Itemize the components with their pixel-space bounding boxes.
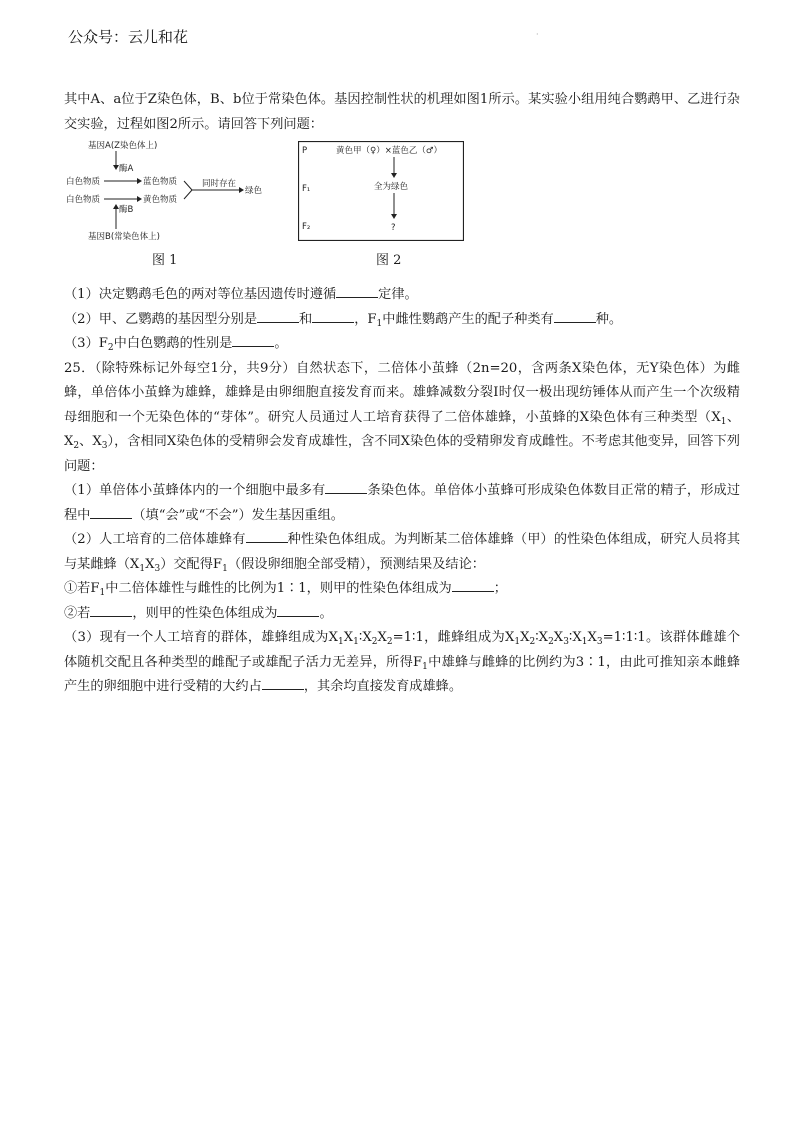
document-body [64, 88, 740, 700]
fig1-white-1: 白色物质 [66, 177, 101, 187]
fig2-question: ? [391, 223, 396, 233]
fig1-green: 绿色 [245, 186, 263, 196]
q24-part2: （2）甲、乙鹦鹉的基因型分别是 和 ，$F_1$中雌性鹦鹉产生的配子种类有 种。 [64, 311, 623, 329]
answer-blank[interactable] [90, 604, 132, 617]
figure-1-caption: 图 1 [152, 253, 178, 268]
q25-case1: ①若$F_1$中二倍体雄性与雌性的比例为1∶1，则甲的性染色体组成为 ； [64, 581, 507, 598]
q25-part3: （3）现有一个人工培育的群体，雄蜂组成为$X_1X_1∶X_2X_2=1∶1$，雌蜂组成为$X_1X_2∶X_2X_3∶X_1X_3=1∶1∶1$。该群体雌雄个体随机交配且各种类型的雌配子或雄配子活力无差异，所得$F_1$中雄蜂与雌蜂的比例约为3∶1，由此可推知亲本雌蜂产生的卵细胞中进行受精的大约占 ，其余均直接发育成雄蜂。 [64, 630, 741, 694]
answer-blank[interactable] [277, 604, 319, 617]
answer-blank[interactable] [452, 579, 494, 592]
fig1-enzyme-b: 酶B [119, 205, 134, 215]
q25-part2: （2）人工培育的二倍体雄蜂有 种性染色体组成。为判断某二倍体雄蜂（甲）的性染色体组成，研究人员将其与某雌蜂$(X_1X_3)$交配得$F_1$（假设卵细胞全部受精），预测结果及结论： [64, 532, 741, 574]
answer-blank[interactable] [554, 310, 596, 323]
figures-row [64, 139, 740, 283]
q25-part1: （1）单倍体小茧蜂体内的一个细胞中最多有 条染色体。单倍体小茧蜂可形成染色体数目正常的精子，形成过程中 （填“会”或“不会”）发生基因重组。 [64, 483, 741, 523]
decorative-dot: · [536, 30, 539, 39]
intro-paragraph: 其中A、a位于Z染色体，B、b位于常染色体。基因控制性状的机理如图1所示。某实验小组用纯合鹦鹉甲、乙进行杂交实验，过程如图2所示。请回答下列问题： [64, 92, 740, 132]
fig2-cross: 黄色甲（♀）×蓝色乙（♂） [336, 146, 442, 156]
fig2-f2-label: F₂ [302, 222, 311, 232]
fig1-coexist: 同时存在 [202, 179, 237, 189]
fig1-enzyme-a: 酶A [119, 164, 134, 174]
fig1-yellow: 黄色物质 [143, 195, 178, 205]
figure-2-caption: 图 2 [376, 253, 402, 268]
q25-stem: 25．（除特殊标记外每空1分，共9分）自然状态下，二倍体小茧蜂（2n=20，含两条X染色体，无Y染色体）为雌蜂，单倍体小茧蜂为雄蜂，雄蜂是由卵细胞直接发育而来。雄蜂减数分裂Ⅰ时仅一极出现纺锤体从而产生一个次级精母细胞和一个无染色体的“芽体”。研究人员通过人工培育获得了二倍体雄蜂，小茧蜂的X染色体有三种类型（$X_1$、$X_2$、$X_3$），含相同X染色体的受精卵会发育成雄性，含不同X染色体的受精卵发育成雌性。不考虑其他变异，回答下列问题： [64, 360, 741, 474]
figure-2-diagram [298, 141, 464, 241]
q24-part1: （1）决定鹦鹉毛色的两对等位基因遗传时遵循 定律。 [64, 287, 418, 302]
answer-blank[interactable] [232, 334, 274, 347]
answer-blank[interactable] [312, 310, 354, 323]
fig1-blue: 蓝色物质 [143, 177, 178, 187]
fig1-white-2: 白色物质 [66, 195, 101, 205]
fig2-p-label: P [302, 146, 308, 156]
fig2-f1-label: F₁ [302, 184, 311, 194]
answer-blank[interactable] [336, 285, 378, 298]
answer-blank[interactable] [262, 677, 304, 690]
answer-blank[interactable] [325, 481, 367, 494]
q25-case2: ②若 ，则甲的性染色体组成为 。 [64, 605, 333, 621]
answer-blank[interactable] [90, 506, 132, 519]
answer-blank[interactable] [257, 310, 299, 323]
fig1-gene-a: 基因A(Z染色体上) [88, 141, 158, 151]
page-header: 公众号：云儿和花 [68, 28, 189, 46]
fig1-gene-b: 基因B(常染色体上) [88, 232, 160, 242]
q24-part3: $(3)F_2$中白色鹦鹉的性别是 。 [64, 336, 288, 353]
fig2-all-green: 全为绿色 [374, 182, 409, 192]
figure-1-diagram [64, 139, 284, 259]
answer-blank[interactable] [246, 530, 288, 543]
